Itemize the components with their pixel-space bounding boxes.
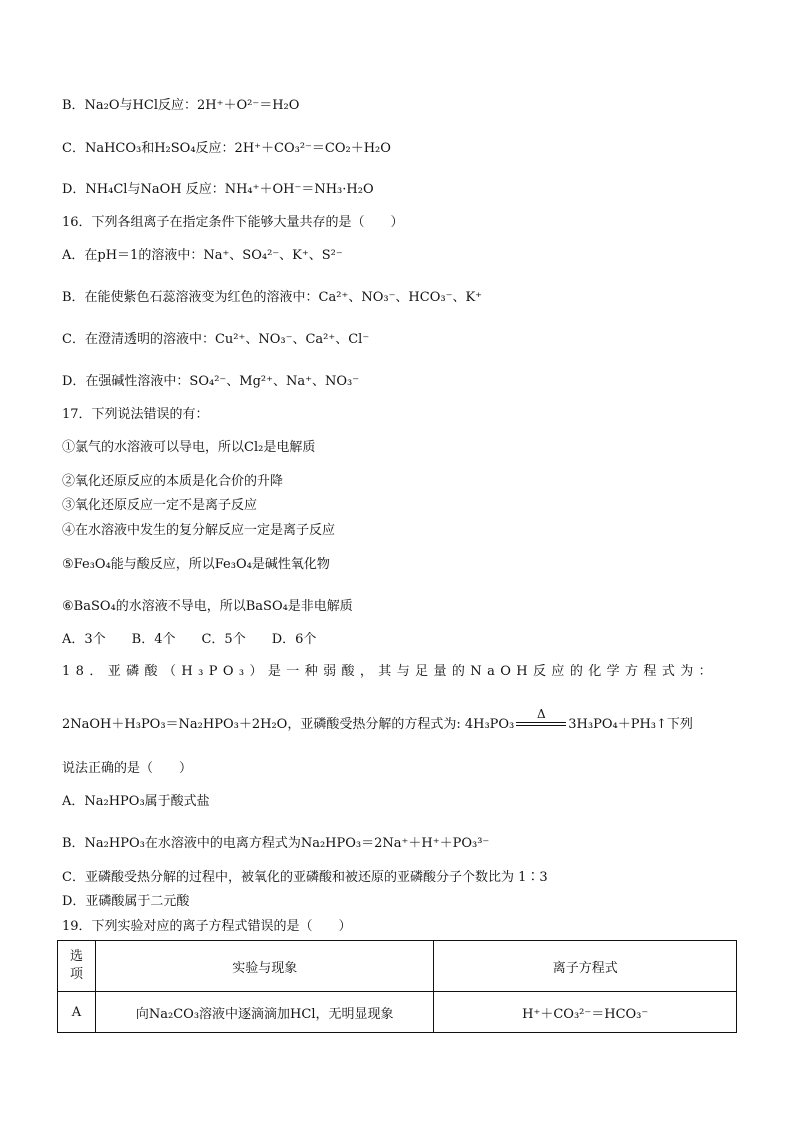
q17-statement-4: ④在水溶液中发生的复分解反应一定是离子反应 (62, 523, 336, 538)
q18-option-c: C．亚磷酸受热分解的过程中，被氧化的亚磷酸和被还原的亚磷酸分子个数比为 1∶3 (62, 870, 548, 885)
q16-option-d: D．在强碱性溶液中：SO₄²⁻、Mg²⁺、Na⁺、NO₃⁻ (62, 374, 360, 389)
q17-stem: 17．下列说法错误的有： (62, 407, 209, 422)
q18-stem-line3: 说法正确的是（ ） (62, 761, 193, 776)
q15-option-c: C．NaHCO₃和H₂SO₄反应：2H⁺＋CO₃²⁻＝CO₂＋H₂O (62, 141, 391, 156)
header-option: 选 项 (58, 941, 96, 992)
q17-statement-5: ⑤Fe₃O₄能与酸反应，所以Fe₃O₄是碱性氧化物 (62, 557, 330, 572)
q18-stem-line1: 18．亚磷酸（H₃PO₃）是一种弱酸，其与足量的NaOH反应的化学方程式为： (62, 664, 718, 679)
q17-statement-2: ②氧化还原反应的本质是化合价的升降 (62, 474, 284, 489)
q17-options: A．3个 B．4个 C．5个 D．6个 (62, 632, 317, 647)
header-experiment: 实验与现象 (95, 941, 433, 992)
q19-stem: 19．下列实验对应的离子方程式错误的是（ ） (62, 919, 352, 934)
q16-option-c: C．在澄清透明的溶液中：Cu²⁺、NO₃⁻、Ca²⁺、Cl⁻ (62, 332, 370, 347)
q19-table (57, 940, 737, 1033)
row-option: A (58, 992, 96, 1033)
q15-option-b: B．Na₂O与HCl反应：2H⁺＋O²⁻＝H₂O (62, 98, 300, 113)
q18-option-b: B．Na₂HPO₃在水溶液中的电离方程式为Na₂HPO₃＝2Na⁺＋H⁺＋PO₃³⁻ (62, 836, 490, 851)
row-experiment: 向Na₂CO₃溶液中逐滴滴加HCl，无明显现象 (95, 992, 433, 1033)
q17-statement-6: ⑥BaSO₄的水溶液不导电，所以BaSO₄是非电解质 (62, 599, 353, 614)
heat-equals-sign (516, 706, 566, 731)
delta-symbol: Δ (536, 706, 546, 721)
q18-equation-right: 3H₃PO₄＋PH₃↑下列 (568, 717, 693, 732)
header-ionic-equation: 离子方程式 (434, 941, 737, 992)
q18-option-d: D．亚磷酸属于二元酸 (62, 894, 190, 909)
q17-statement-1: ①氯气的水溶液可以导电，所以Cl₂是电解质 (62, 440, 316, 455)
table-header-row (58, 941, 737, 992)
q16-stem: 16．下列各组离子在指定条件下能够大量共存的是（ ） (62, 215, 404, 230)
q16-option-a: A．在pH＝1的溶液中：Na⁺、SO₄²⁻、K⁺、S²⁻ (62, 248, 343, 263)
q18-option-a: A．Na₂HPO₃属于酸式盐 (62, 794, 210, 809)
q18-equation-left: 2NaOH＋H₃PO₃＝Na₂HPO₃＋2H₂O，亚磷酸受热分解的方程式为: 4H₃PO₃ (62, 717, 515, 732)
q16-option-b: B．在能使紫色石蕊溶液变为红色的溶液中：Ca²⁺、NO₃⁻、HCO₃⁻、K⁺ (62, 290, 483, 305)
q18-stem-line2 (62, 706, 693, 734)
table-row (58, 992, 737, 1033)
q17-statement-3: ③氧化还原反应一定不是离子反应 (62, 498, 258, 513)
row-ionic-equation: H⁺＋CO₃²⁻＝HCO₃⁻ (434, 992, 737, 1033)
q15-option-d: D．NH₄Cl与NaOH 反应：NH₄⁺＋OH⁻＝NH₃·H₂O (62, 182, 374, 197)
